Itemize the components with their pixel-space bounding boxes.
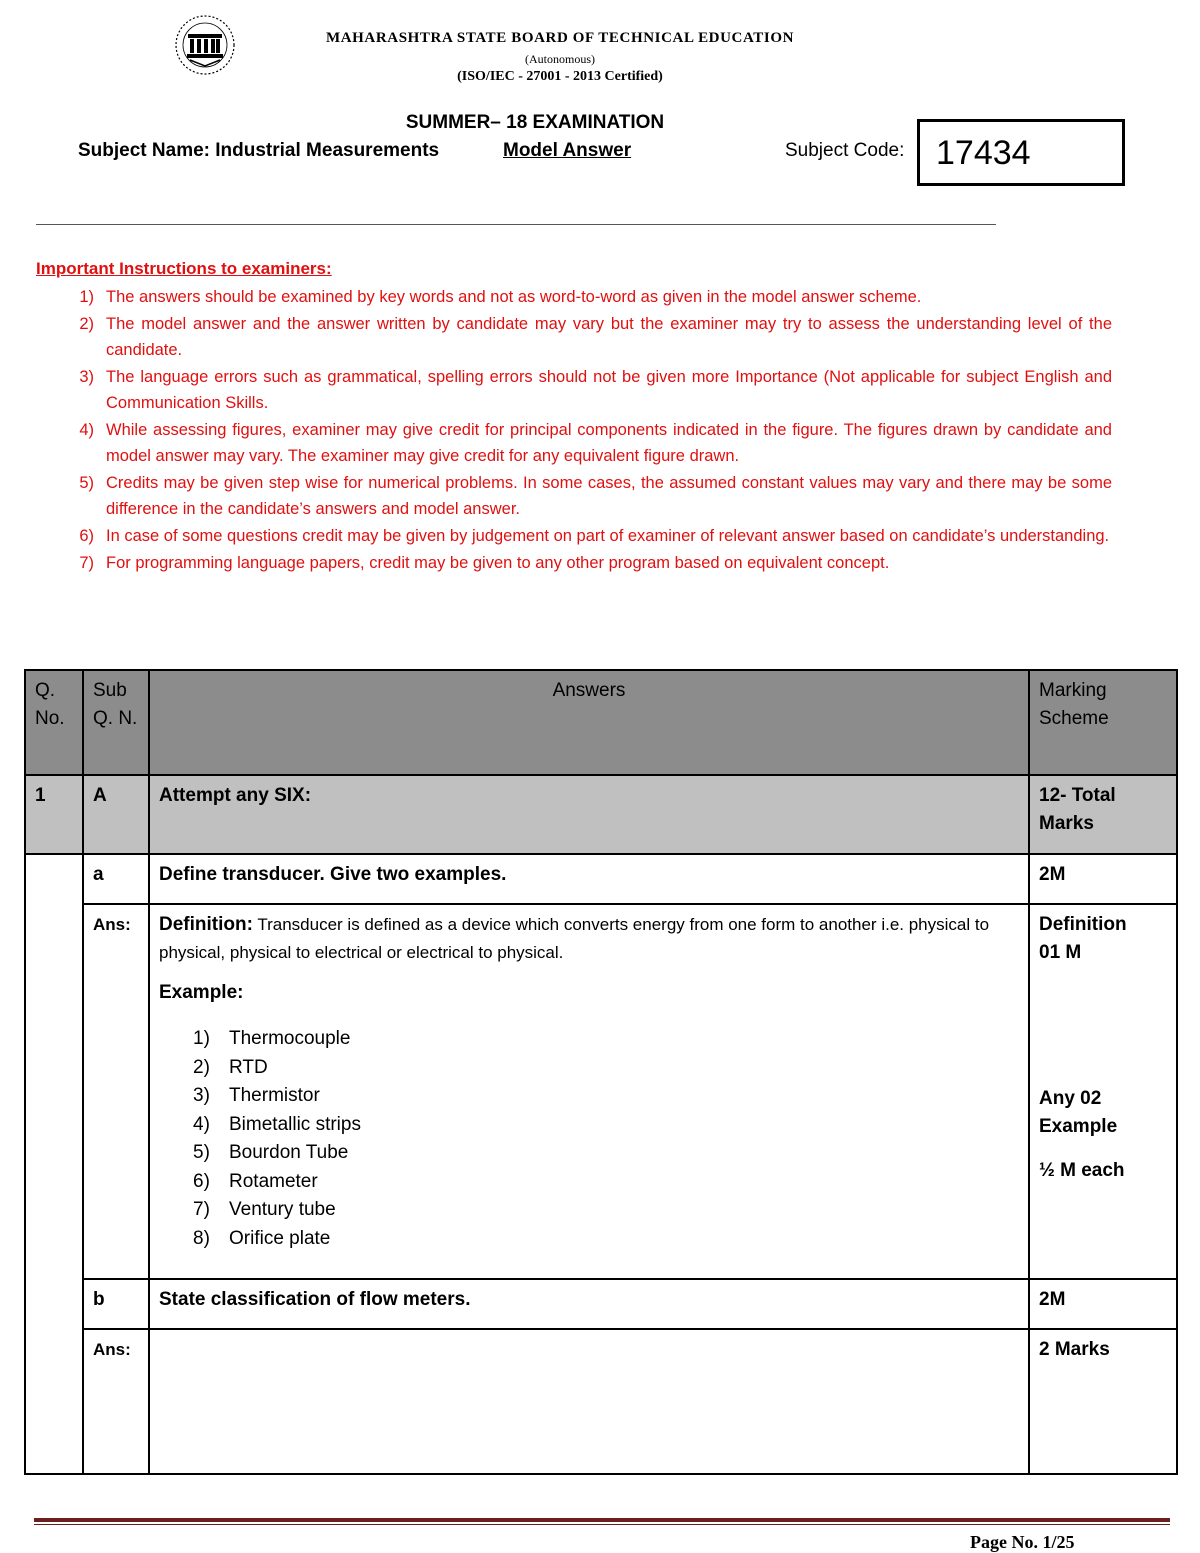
subject-name: Subject Name: Industrial Measurements	[78, 140, 440, 161]
section-row	[25, 775, 1177, 854]
list-item: 2) RTD	[193, 1056, 268, 1078]
autonomous-label: (Autonomous)	[525, 52, 595, 66]
section-marks: 12- Total Marks	[1029, 775, 1177, 854]
section-qno: 1	[25, 775, 83, 854]
question-a-text: Define transducer. Give two examples.	[149, 854, 1029, 904]
subject-code-label: Subject Code:	[785, 140, 905, 161]
board-name: MAHARASHTRA STATE BOARD OF TECHNICAL EDUCATION	[325, 30, 795, 46]
table-header-row	[25, 670, 1177, 775]
list-item: 8) Orifice plate	[193, 1227, 331, 1249]
list-item: 5) Bourdon Tube	[193, 1142, 349, 1163]
footer-divider-thin	[34, 1524, 1170, 1525]
instructions-title: Important Instructions to examiners:	[36, 259, 332, 278]
example-title: Example:	[159, 982, 244, 1003]
instruction-item: 4) While assessing figures, examiner may give credit for principal components indicated in the figure. The figures drawn by candidate and model answer may vary. The examiner may give credit for any equivalent figure drawn.	[79, 421, 1112, 465]
header-qno: Q. No.	[25, 670, 83, 775]
answer-a-content	[149, 904, 1029, 1279]
instructions-list	[36, 284, 1112, 577]
page-number: Page No. 1/25	[970, 1532, 1075, 1552]
question-row-a	[25, 854, 1177, 904]
definition-text: Definition: Transducer is defined as a device which converts energy from one form to another i.e. physical to physical, physical to electrical or electrical to physical.	[159, 914, 990, 962]
answer-table	[24, 669, 1178, 1475]
header-answers: Answers	[149, 670, 1029, 775]
header-marking: Marking Scheme	[1029, 670, 1177, 775]
answer-a-marks: Definition 01 M Any 02 Example ½ M each	[1029, 904, 1177, 1279]
instruction-item: 1) The answers should be examined by key words and not as word-to-word as given in the model answer scheme.	[79, 288, 922, 306]
list-item: 7) Ventury tube	[193, 1199, 336, 1220]
answer-b-marks: 2 Marks	[1029, 1329, 1177, 1474]
answer-b-content	[149, 1329, 1029, 1474]
question-b-marks: 2M	[1029, 1279, 1177, 1329]
section-text: Attempt any SIX:	[149, 775, 1029, 854]
answer-b-label: Ans:	[83, 1329, 149, 1474]
qno-empty-cell	[25, 854, 83, 1474]
question-a-marks: 2M	[1029, 854, 1177, 904]
model-answer-label: Model Answer	[503, 140, 632, 161]
list-item: 1) Thermocouple	[193, 1028, 351, 1049]
question-b-subq: b	[83, 1279, 149, 1329]
exam-title: SUMMER– 18 EXAMINATION	[405, 112, 665, 133]
instruction-item: 2) The model answer and the answer written by candidate may vary but the examiner may try to assess the understanding level of the candidate.	[79, 315, 1112, 359]
question-a-subq: a	[83, 854, 149, 904]
instruction-item: 5) Credits may be given step wise for numerical problems. In some cases, the assumed constant values may vary and there may be some difference in the candidate’s answers and model answer.	[79, 474, 1112, 518]
list-item: 6) Rotameter	[193, 1170, 318, 1192]
example-list	[159, 1025, 1019, 1253]
answer-row-b	[25, 1329, 1177, 1474]
header-divider	[36, 224, 996, 225]
msbte-logo-icon	[170, 14, 240, 76]
subject-code-box: 17434	[917, 119, 1125, 186]
question-b-text: State classification of flow meters.	[149, 1279, 1029, 1329]
answer-row-a	[25, 904, 1177, 1279]
instruction-item: 6) In case of some questions credit may be given by judgement on part of examiner of relevant answer based on candidate’s understanding.	[79, 527, 1110, 545]
question-row-b	[25, 1279, 1177, 1329]
answer-a-label: Ans:	[83, 904, 149, 1279]
list-item: 3) Thermistor	[193, 1085, 320, 1106]
header-subq: Sub Q. N.	[83, 670, 149, 775]
list-item: 4) Bimetallic strips	[193, 1113, 361, 1135]
section-subq: A	[83, 775, 149, 854]
footer-divider	[34, 1518, 1170, 1522]
iso-certification: (ISO/IEC - 27001 - 2013 Certified)	[457, 69, 663, 84]
instruction-item: 7) For programming language papers, credit may be given to any other program based on equivalent concept.	[79, 554, 890, 572]
instruction-item: 3) The language errors such as grammatical, spelling errors should not be given more Importance (Not applicable for subject English and Communication Skills.	[79, 368, 1112, 412]
